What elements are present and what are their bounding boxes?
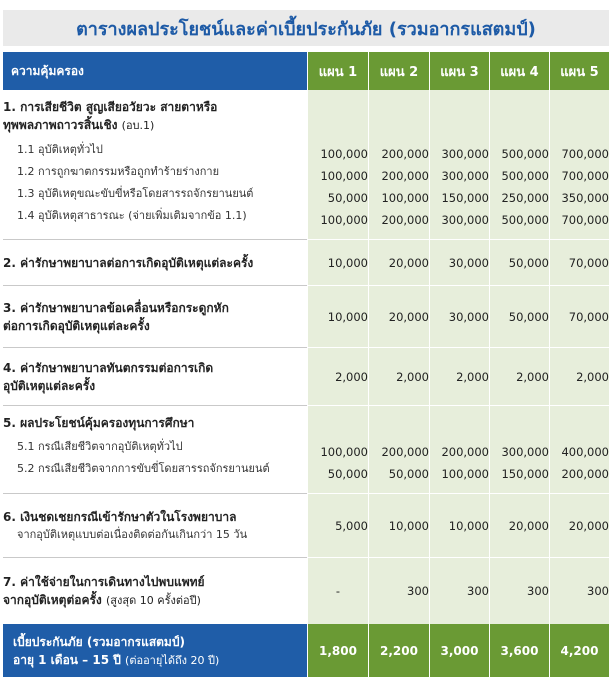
section-6-title: 6. เงินชดเชยกรณีเข้ารักษาตัวในโรงพยาบาล — [3, 509, 237, 524]
section-6-sub: จากอุบัติเหตุแบบต่อเนื่องติดต่อกันเกินกว่า 15 วัน — [17, 527, 248, 541]
cell: 20,000 — [368, 286, 429, 348]
section-3-row — [3, 286, 609, 348]
cell: 700,000 — [561, 169, 609, 183]
section-1-label — [3, 90, 307, 240]
section-5-label — [3, 406, 307, 494]
section-1-note: (อบ.1) — [121, 119, 155, 132]
section-6-label — [3, 494, 307, 558]
cell: 10,000 — [368, 494, 429, 558]
cell: 2,000 — [429, 348, 489, 406]
section-5-plan-5 — [549, 406, 609, 494]
cell: 300 — [368, 558, 429, 624]
section-1-title-2 — [3, 116, 307, 135]
cell: 70,000 — [549, 240, 609, 286]
cell: 200,000 — [381, 213, 429, 227]
section-1-row — [3, 90, 609, 240]
section-7-title-2-text: จากอุบัติเหตุต่อครั้ง — [3, 592, 102, 607]
cell: - — [307, 558, 368, 624]
premium-age: อายุ 1 เดือน – 15 ปี — [13, 652, 121, 667]
section-1-plan-4 — [489, 90, 549, 240]
cell: 30,000 — [429, 286, 489, 348]
cell: 100,000 — [441, 467, 489, 481]
header-plan-1: แผน 1 — [307, 52, 368, 90]
cell: 50,000 — [489, 240, 549, 286]
section-2-title: 2. ค่ารักษาพยาบาลต่อการเกิดอุบัติเหตุแต่ละครั้ง — [3, 255, 254, 270]
cell: 20,000 — [489, 494, 549, 558]
header-plan-2: แผน 2 — [368, 52, 429, 90]
cell: 200,000 — [561, 467, 609, 481]
cell: 2,000 — [307, 348, 368, 406]
cell: 50,000 — [327, 467, 368, 481]
cell: 700,000 — [561, 147, 609, 161]
cell: 2,000 — [368, 348, 429, 406]
section-4-title-1: 4. ค่ารักษาพยาบาลทันตกรรมต่อการเกิด — [3, 360, 214, 375]
section-2-label — [3, 240, 307, 286]
premium-row — [3, 624, 609, 677]
section-3-label — [3, 286, 307, 348]
section-3-title-2: ต่อการเกิดอุบัติเหตุแต่ละครั้ง — [3, 318, 150, 333]
section-7-title-1: 7. ค่าใช้จ่ายในการเดินทางไปพบแพทย์ — [3, 574, 205, 589]
cell: 300,000 — [441, 169, 489, 183]
cell: 100,000 — [381, 191, 429, 205]
cell: 700,000 — [561, 213, 609, 227]
section-7-note: (สูงสุด 10 ครั้งต่อปี) — [105, 593, 201, 607]
premium-label — [3, 624, 307, 677]
benefit-table — [3, 52, 609, 677]
cell: 300 — [429, 558, 489, 624]
cell: 10,000 — [429, 494, 489, 558]
premium-plan-1: 1,800 — [307, 624, 368, 677]
section-1-plan-3 — [429, 90, 489, 240]
table-header-row — [3, 52, 609, 90]
row-1-4-label: 1.4 อุบัติเหตุสาธารณะ (จ่ายเพิ่มเติมจากข้อ 1.1) — [17, 209, 247, 222]
cell: 2,000 — [489, 348, 549, 406]
section-7-title-2 — [3, 591, 307, 610]
cell: 200,000 — [381, 445, 429, 459]
section-5-plan-4 — [489, 406, 549, 494]
premium-age-line — [13, 651, 307, 670]
title-bar — [3, 10, 609, 46]
row-1-2-label: 1.2 การถูกฆาตกรรมหรือถูกทำร้ายร่างกาย — [17, 165, 220, 178]
cell: 500,000 — [501, 213, 549, 227]
section-1-plan-2 — [368, 90, 429, 240]
section-1-title-1: 1. การเสียชีวิต สูญเสียอวัยวะ สายตาหรือ — [3, 100, 218, 114]
cell: 100,000 — [320, 147, 368, 161]
section-7-label — [3, 558, 307, 624]
cell: 200,000 — [381, 147, 429, 161]
section-1-plan-5 — [549, 90, 609, 240]
cell: 2,000 — [549, 348, 609, 406]
section-4-label — [3, 348, 307, 406]
section-3-title-1: 3. ค่ารักษาพยาบาลข้อเคลื่อนหรือกระดูกหัก — [3, 300, 229, 315]
cell: 20,000 — [368, 240, 429, 286]
section-4-title-2: อุบัติเหตุแต่ละครั้ง — [3, 378, 96, 393]
premium-plan-4: 3,600 — [489, 624, 549, 677]
cell: 500,000 — [501, 169, 549, 183]
section-2-row — [3, 240, 609, 286]
cell: 400,000 — [561, 445, 609, 459]
cell: 250,000 — [501, 191, 549, 205]
row-1-3-label: 1.3 อุบัติเหตุขณะขับขี่หรือโดยสารรถจักรยานยนต์ — [17, 187, 254, 200]
premium-plan-5: 4,200 — [549, 624, 609, 677]
premium-plan-2: 2,200 — [368, 624, 429, 677]
section-5-plan-1 — [307, 406, 368, 494]
section-6-row — [3, 494, 609, 558]
cell: 350,000 — [561, 191, 609, 205]
header-plan-3: แผน 3 — [429, 52, 489, 90]
cell: 10,000 — [307, 286, 368, 348]
section-5-plan-3 — [429, 406, 489, 494]
section-5-title: 5. ผลประโยชน์คุ้มครองทุนการศึกษา — [3, 416, 195, 430]
page-title: ตารางผลประโยชน์และค่าเบี้ยประกันภัย (รวมอากรแสตมป์) — [76, 18, 536, 40]
cell: 500,000 — [501, 147, 549, 161]
cell: 300,000 — [501, 445, 549, 459]
cell: 300,000 — [441, 147, 489, 161]
cell: 50,000 — [388, 467, 429, 481]
header-coverage: ความคุ้มครอง — [3, 52, 307, 90]
cell: 300 — [549, 558, 609, 624]
section-5-plan-2 — [368, 406, 429, 494]
cell: 30,000 — [429, 240, 489, 286]
cell: 20,000 — [549, 494, 609, 558]
cell: 300 — [489, 558, 549, 624]
cell: 100,000 — [320, 169, 368, 183]
section-4-row — [3, 348, 609, 406]
cell: 200,000 — [381, 169, 429, 183]
premium-plan-3: 3,000 — [429, 624, 489, 677]
row-1-1-label: 1.1 อุบัติเหตุทั่วไป — [17, 143, 103, 156]
cell: 300,000 — [441, 213, 489, 227]
premium-title: เบี้ยประกันภัย (รวมอากรแสตมป์) — [13, 634, 185, 649]
row-5-2-label: 5.2 กรณีเสียชีวิตจากการขับขี่โดยสารรถจักรยานยนต์ — [17, 462, 270, 475]
cell: 50,000 — [327, 191, 368, 205]
header-plan-5: แผน 5 — [549, 52, 609, 90]
cell: 50,000 — [489, 286, 549, 348]
premium-age-note: (ต่ออายุได้ถึง 20 ปี) — [125, 653, 220, 667]
row-5-1-label: 5.1 กรณีเสียชีวิตจากอุบัติเหตุทั่วไป — [17, 440, 183, 453]
section-1-plan-1 — [307, 90, 368, 240]
section-5-row — [3, 406, 609, 494]
cell: 200,000 — [441, 445, 489, 459]
cell: 100,000 — [320, 445, 368, 459]
cell: 150,000 — [441, 191, 489, 205]
header-plan-4: แผน 4 — [489, 52, 549, 90]
cell: 10,000 — [307, 240, 368, 286]
cell: 70,000 — [549, 286, 609, 348]
section-1-title-2-text: ทุพพลภาพถาวรสิ้นเชิง — [3, 118, 118, 132]
cell: 100,000 — [320, 213, 368, 227]
cell: 150,000 — [501, 467, 549, 481]
cell: 5,000 — [307, 494, 368, 558]
section-7-row — [3, 558, 609, 624]
